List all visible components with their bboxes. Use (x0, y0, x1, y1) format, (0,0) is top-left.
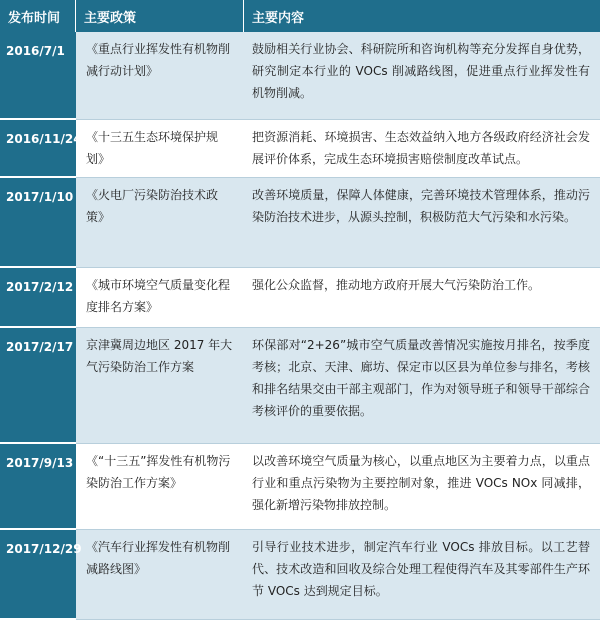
row-content: 把资源消耗、环境损害、生态效益纳入地方各级政府经济社会发展评价体系，完成生态环境损害赔偿制度改革试点。 (244, 120, 600, 178)
table-row (0, 32, 600, 120)
row-date: 2016/7/1 (0, 32, 76, 120)
row-date: 2017/12/29 (0, 530, 76, 620)
table-row (0, 328, 600, 444)
row-policy: 《重点行业挥发性有机物削减行动计划》 (76, 32, 244, 120)
row-date: 2016/11/24 (0, 120, 76, 178)
row-policy: 《火电厂污染防治技术政策》 (76, 178, 244, 268)
header-date: 发布时间 (0, 0, 76, 32)
table-row (0, 268, 600, 328)
row-date: 2017/2/17 (0, 328, 76, 444)
row-policy: 《十三五生态环境保护规划》 (76, 120, 244, 178)
row-content: 鼓励相关行业协会、科研院所和咨询机构等充分发挥自身优势，研究制定本行业的 VOCs 削减路线图，促进重点行业挥发性有机物削减。 (244, 32, 600, 120)
row-policy: 《“十三五”挥发性有机物污染防治工作方案》 (76, 444, 244, 530)
row-policy: 《城市环境空气质量变化程度排名方案》 (76, 268, 244, 328)
table-row (0, 444, 600, 530)
row-date: 2017/2/12 (0, 268, 76, 328)
table-row (0, 120, 600, 178)
row-content: 强化公众监督，推动地方政府开展大气污染防治工作。 (244, 268, 600, 328)
row-policy: 京津冀周边地区 2017 年大气污染防治工作方案 (76, 328, 244, 444)
row-content: 引导行业技术进步，制定汽车行业 VOCs 排放目标。以工艺替代、技术改造和回收及综合处理工程使得汽车及其零部件生产环节 VOCs 达到规定目标。 (244, 530, 600, 620)
row-date: 2017/9/13 (0, 444, 76, 530)
row-policy: 《汽车行业挥发性有机物削减路线图》 (76, 530, 244, 620)
row-content: 环保部对“2+26”城市空气质量改善情况实施按月排名，按季度考核；北京、天津、廊坊、保定市以区县为单位参与排名，考核和排名结果交由干部主观部门，作为对领导班子和领导干部综合考核评价的重要依据。 (244, 328, 600, 444)
row-date: 2017/1/10 (0, 178, 76, 268)
header-policy: 主要政策 (76, 0, 244, 32)
table-row (0, 530, 600, 620)
header-row (0, 0, 600, 32)
row-content: 以改善环境空气质量为核心，以重点地区为主要着力点，以重点行业和重点污染物为主要控制对象，推进 VOCs NOx 同减排，强化新增污染物排放控制。 (244, 444, 600, 530)
table-header (0, 0, 600, 32)
table-body (0, 32, 600, 620)
row-content: 改善环境质量，保障人体健康，完善环境技术管理体系，推动污染防治技术进步，从源头控制，积极防范大气污染和水污染。 (244, 178, 600, 268)
table-row (0, 178, 600, 268)
header-content: 主要内容 (244, 0, 600, 32)
